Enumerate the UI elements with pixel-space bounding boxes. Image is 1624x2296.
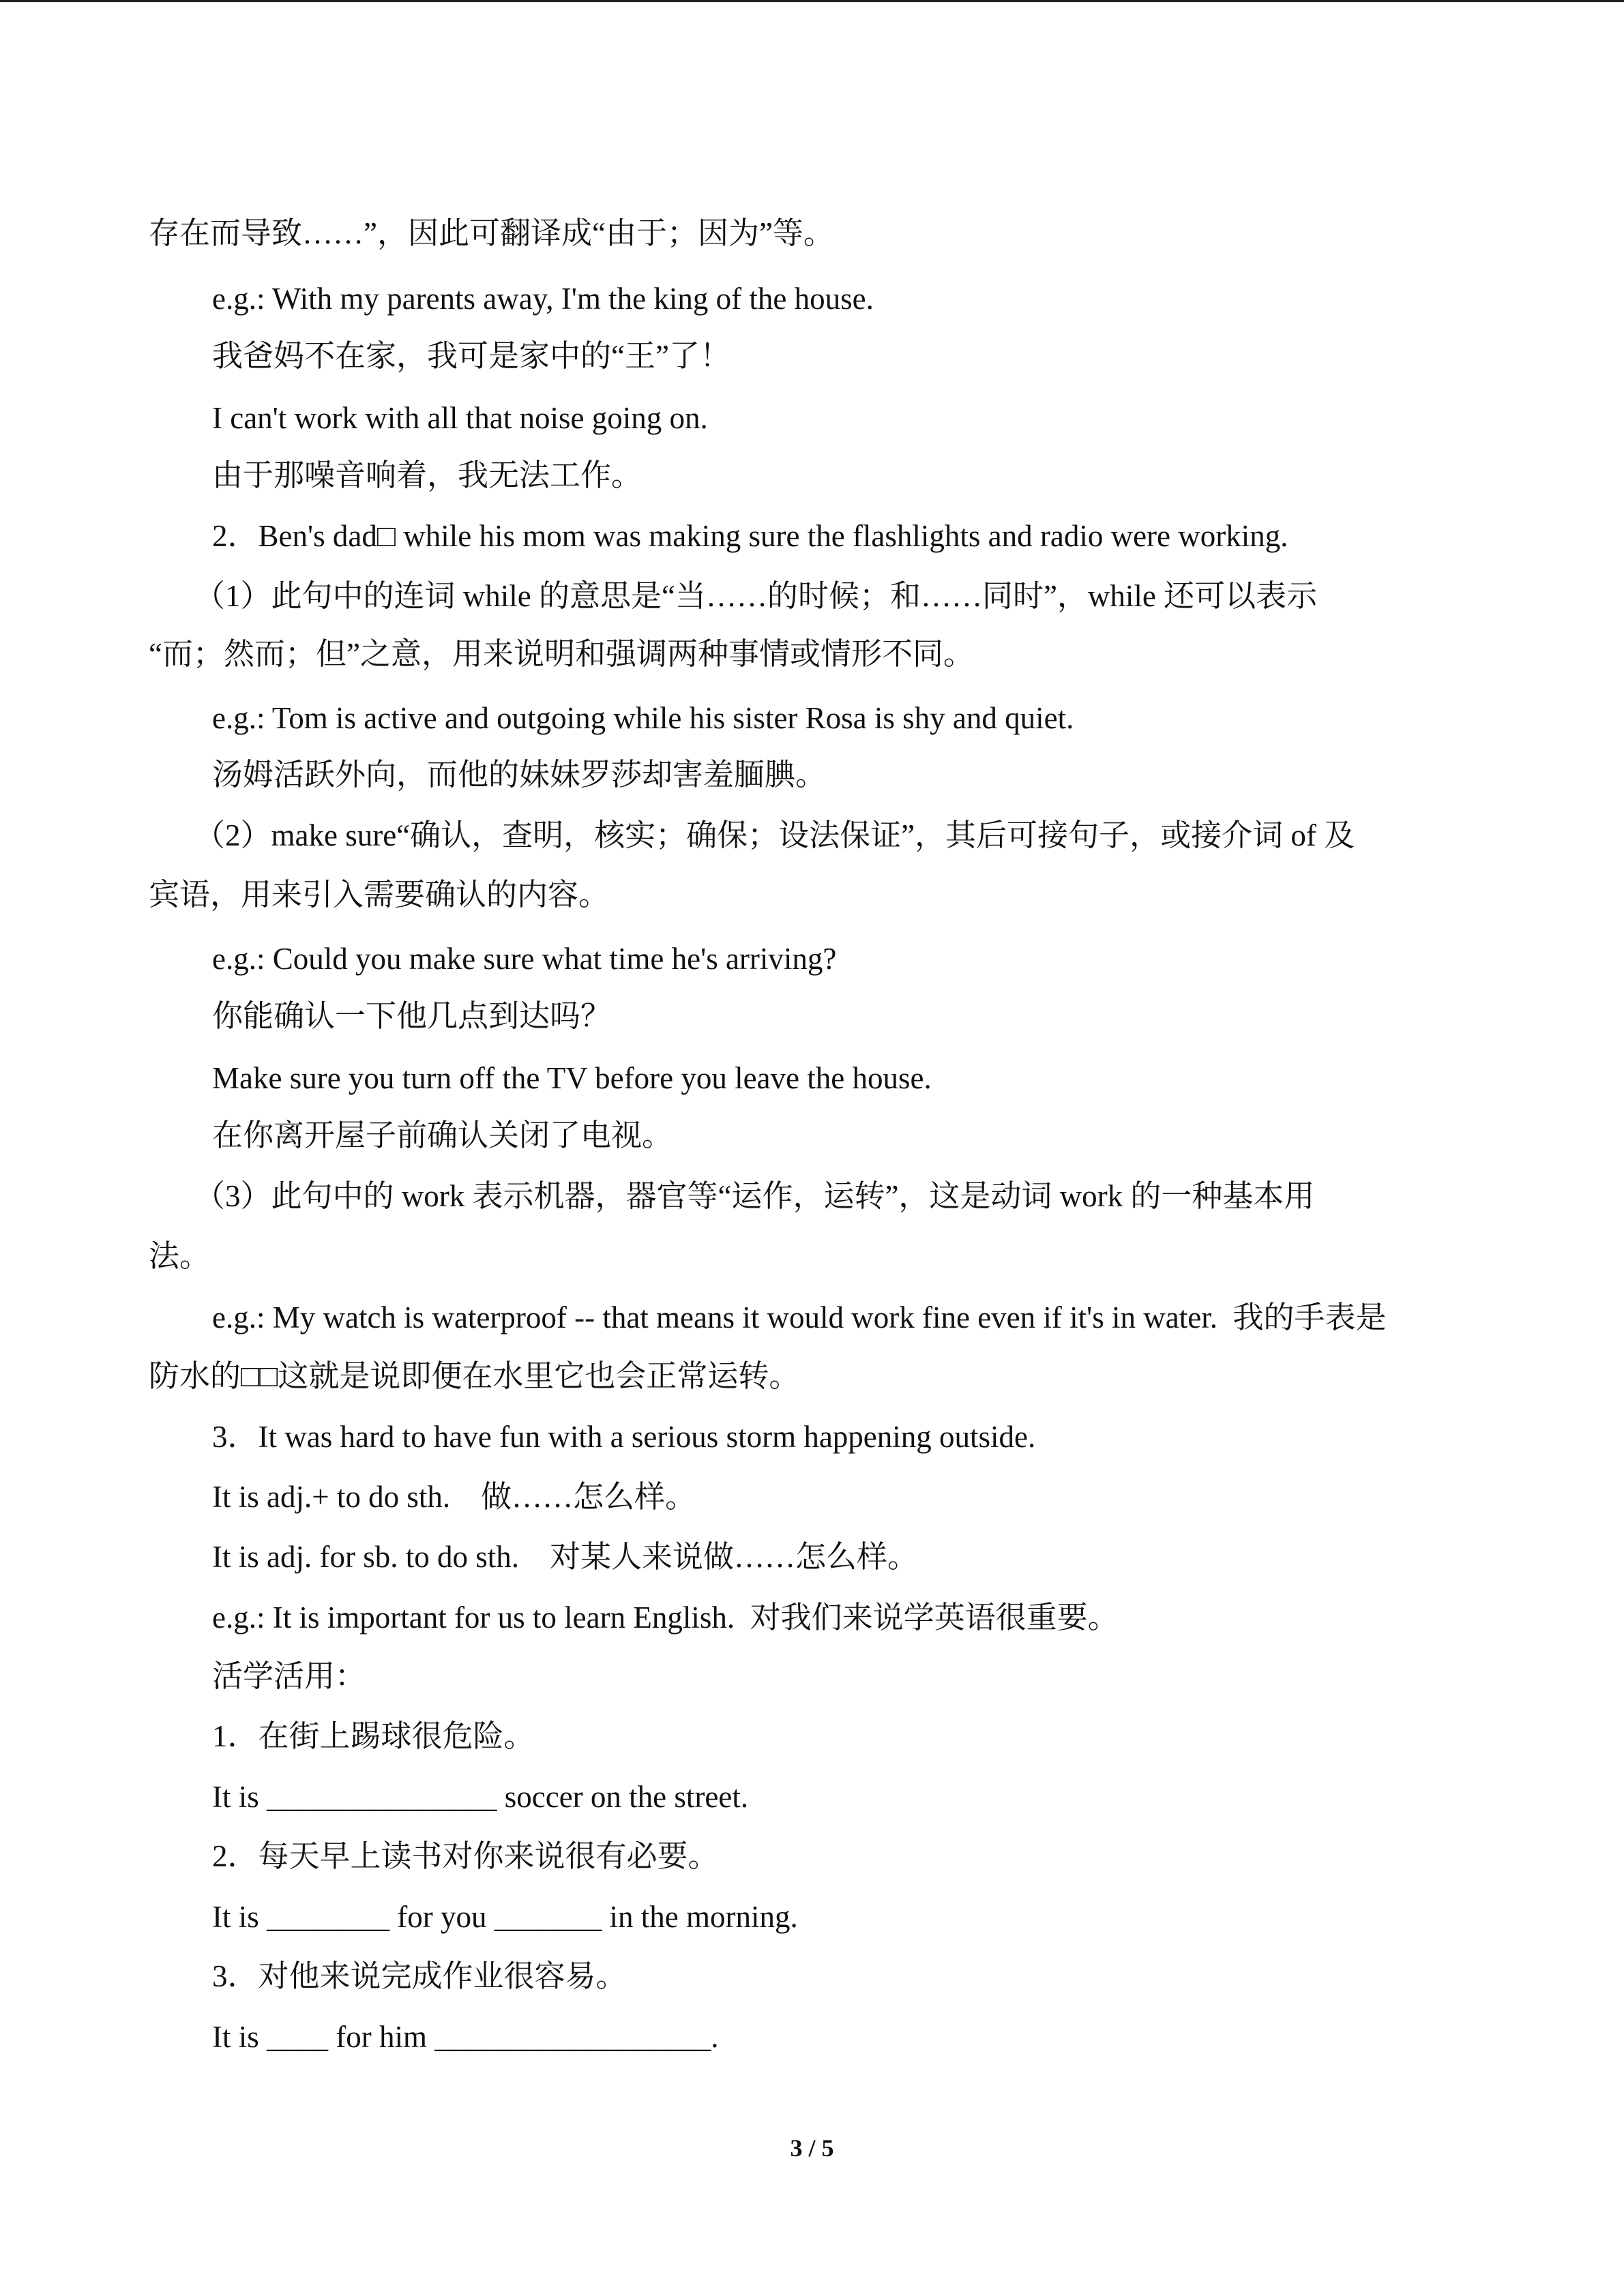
text-line: e.g.: Tom is active and outgoing while his sister Rosa is shy and quiet. <box>212 701 1074 735</box>
text-line: 2．Ben's dad□ while his mom was making sure the flashlights and radio were working. <box>212 519 1288 553</box>
text-line: （3）此句中的 work 表示机器，器官等“运作，运转”，这是动词 work 的一种基本用 <box>194 1179 1315 1213</box>
text-line: （1）此句中的连词 while 的意思是“当……的时候；和……同时”，while 还可以表示 <box>194 579 1318 613</box>
text-line: 3．It was hard to have fun with a serious storm happening outside. <box>212 1420 1036 1454</box>
text-line: Make sure you turn off the TV before you leave the house. <box>212 1061 932 1095</box>
text-line: 3．对他来说完成作业很容易。 <box>212 1959 627 1993</box>
text-line: 我爸妈不在家，我可是家中的“王”了！ <box>212 339 730 373</box>
text-line: e.g.: It is important for us to learn English. 对我们来说学英语很重要。 <box>212 1600 1119 1635</box>
text-line: e.g.: With my parents away, I'm the king of the house. <box>212 282 874 316</box>
text-line: （2）make sure“确认，查明，核实；确保；设法保证”，其后可接句子，或接介词 of 及 <box>194 818 1355 852</box>
text-line: It is ________ for you _______ in the morning. <box>212 1900 798 1934</box>
page-number: 3 / 5 <box>790 2134 834 2162</box>
text-line: 存在而导致……”，因此可翻译成“由于；因为”等。 <box>149 216 834 250</box>
text-line: 防水的□□这就是说即便在水里它也会正常运转。 <box>149 1359 800 1393</box>
text-line: 由于那噪音响着，我无法工作。 <box>212 458 643 492</box>
text-line: I can't work with all that noise going on. <box>212 401 708 435</box>
text-line: 法。 <box>149 1239 211 1273</box>
text-line: 汤姆活跃外向，而他的妹妹罗莎却害羞腼腆。 <box>212 758 827 792</box>
text-line: 活学活用： <box>212 1659 366 1693</box>
text-line: 1．在街上踢球很危险。 <box>212 1719 535 1753</box>
text-line: It is ____ for him __________________. <box>212 2020 719 2054</box>
text-line: 宾语，用来引入需要确认的内容。 <box>149 878 610 912</box>
text-line: It is adj.+ to do sth. 做……怎么样。 <box>212 1480 696 1514</box>
text-line: 2．每天早上读书对你来说很有必要。 <box>212 1839 719 1873</box>
text-line: “而；然而；但”之意，用来说明和强调两种事情或情形不同。 <box>149 637 974 671</box>
text-line: 你能确认一下他几点到达吗？ <box>212 999 612 1033</box>
text-line: e.g.: Could you make sure what time he's arriving? <box>212 942 837 976</box>
text-line: e.g.: My watch is waterproof -- that means it would work fine even if it's in water. 我的手表是 <box>212 1300 1387 1335</box>
text-line: 在你离开屋子前确认关闭了电视。 <box>212 1118 673 1152</box>
text-line: It is _______________ soccer on the street. <box>212 1780 749 1814</box>
text-line: It is adj. for sb. to do sth. 对某人来说做……怎么样。 <box>212 1540 918 1574</box>
